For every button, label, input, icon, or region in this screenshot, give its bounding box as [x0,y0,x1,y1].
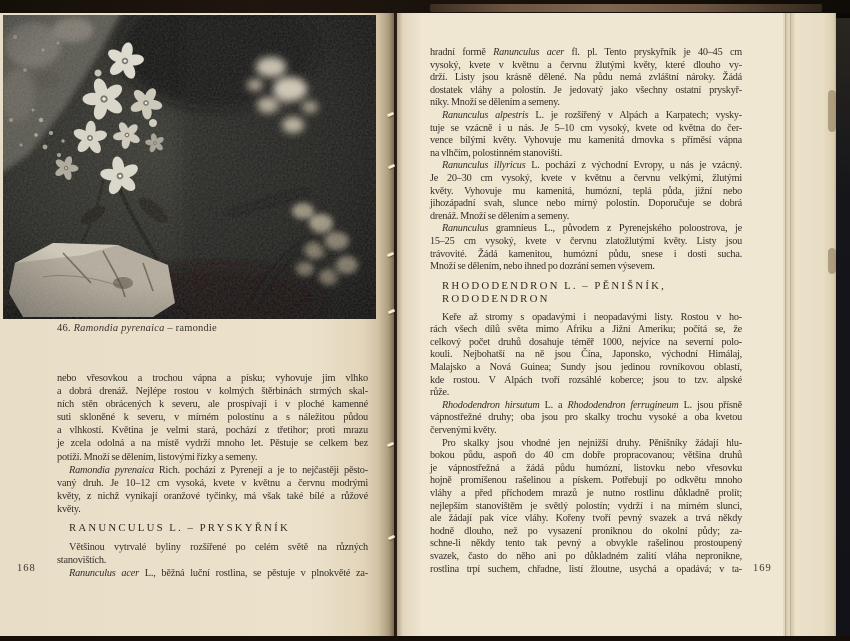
paragraph: nebo vřesovkou a trochou vápna a písku; vyhovuje jim vlhko a dobrá drenáž. Nejlépe rostou v kolmých štěrbinách strmých skal- ních stěn obrácených k severu, ale prospívají i v ploché kamenné suti skloněné k severu, v mírném polostínu a s náležitou půdou a vlhkostí. Květina je velmi stará, pochází z třetihor; proti mrazu je zcela odolná a na místě vydrží mnoho let. Pěstuje se celkem bez potíží. Množí se dělením, listovými řízky a semeny. [57,373,368,463]
paragraph: Ranunculus gramnieus L., původem z Pyrenejského poloostrova, je 15–25 cm vysoký, kvete v červnu zlatožlutými květy. Listy jsou trávovité. Žádá kamenitou, humózní půdu, snese i dosti sucha. Množí se dělením, nebo ihned po dozrání semen výsevem. [430,223,742,273]
paragraph: Rhododendron hirsutum L. a Rhododendron ferrugineum L. jsou přísně vápnostřežné druhy; oba jsou pro skalky trochu vysoké a oba kvetou červenými květy. [430,399,742,437]
right-page-text [430,47,742,576]
paragraph: Pro skalky jsou vhodné jen nejnižší druhy. Pěnišníky žádají hlu- bokou půdu, aspoň do 40 cm dobře propracovanou; většina druhů je vápnostřežná a žádá půdu humózní, listovku nebo vřesovku hojně promíšenou rašelinou a pískem. Potřebují po odkvětu mnoho vláhy a před příchodem mrazů je nutno rostlinu důkladně prolít; nejlepším stanovištěm je světlý polostín; vydrží i na mírném slunci, ale žádají pak více vláhy. Kořeny tvoří pevný svazek a trvá někdy hodně dlouho, než po vysazení proniknou do okolní půdy; za- schne-li někdy tento tak pevný a obvykle rašelinou prostoupený svazek, často do něho ani po důkladném zalití vláha nepronikne, rostlina trpí suchem, chřadne, listí žloutne, usychá a opadává; v ta- [430,437,742,575]
paragraph: Ranunculus acer L., běžná luční rostlina, se pěstuje v plnokvěté za- [69,567,369,579]
left-page [0,13,394,636]
page-number-right: 169 [753,563,772,574]
gutter-shading [397,13,423,636]
page-edge-stain [828,90,836,132]
book-top-page-block [430,4,822,12]
book-cover-edge [836,18,850,641]
paragraph: Ramondia pyrenaica Rich. pochází z Pyrenejí a je to nejčastěji pěsto- vaný druh. Je 10–12 cm vysoká, kvete v květnu a červnu modrými květy, z nichž vynikají oranžové tyčinky, má však také bílé a růžové květy. [57,464,368,515]
plant-photo [3,15,376,319]
left-page-text [57,372,368,580]
section-heading: RANUNCULUS L. – PRYSKYŘNÍK [69,522,290,535]
paragraph: Keře až stromy s opadavými i neopadavými listy. Rostou v ho- rách všech dílů světa mimo Afriku a Jižní Ameriku; počítá se, že celkový počet druhů dosahuje téměř 1000, nejvíce na severní polo- kouli. Nejbohatší na ně jsou Čína, Japonsko, východní Himálaj, Malajsko a Nová Guinea; Sundy jsou jedinou rovníkovou oblastí, kde rostou. V Alpách tvoří rozsáhlé koberce; jsou to tzv. alpské růže. [430,311,742,399]
paragraph: Většinou vytrvalé byliny rozšířené po celém světě na různých stanovištích. [57,541,368,566]
paragraph: Ranunculus illyricus L. pochází z východní Evropy, u nás je vzácný. Je 20–30 cm vysoký, kvete v květnu a červnu velkými, žlutými květy. Vyhovuje mu kamenitá, humózní, teplá půda, jižní nebo jihozápadní svah, slunce nebo mírný polostín. Doporučuje se dobrá drenáž. Množí se dělením a semeny. [430,160,742,222]
page-edges [783,13,795,636]
page-edge-stain [828,248,836,274]
page-number-left: 168 [17,563,36,574]
paragraph: Ranunculus alpestris L. je rozšířený v Alpách a Karpatech; vysky- tuje se vzácně i u nás. Je 5–10 cm vysoký, kvete od května do čer- vence bílými květy. Vyhovuje mu kamenitá drnovka s příměsí vápna na vlhčím, polostinném stanovišti. [430,109,742,159]
ramondia-photo-illustration [3,15,376,319]
book-bottom-edge [0,636,850,641]
book-gutter [378,13,399,636]
section-heading: RHODODENDRON L. – PĚNIŠNÍK, RODODENDRON [442,279,667,306]
right-page [397,13,836,636]
photo-caption: 46. Ramondia pyrenaica – ramondie [57,323,217,334]
paragraph: hradní formě Ranunculus acer fl. pl. Tento pryskyřník je 40–45 cm vysoký, kvete v květnu a červnu žlutými květy, které dlouho vy- drží. Listy jsou krásně dělené. Na půdu nemá zvláštní nároky. Žádá dostatek vláhy a polostín. Je jedovatý jako všechny ostatní pryskyř- níky. Množí se dělením a semeny. [430,47,742,109]
